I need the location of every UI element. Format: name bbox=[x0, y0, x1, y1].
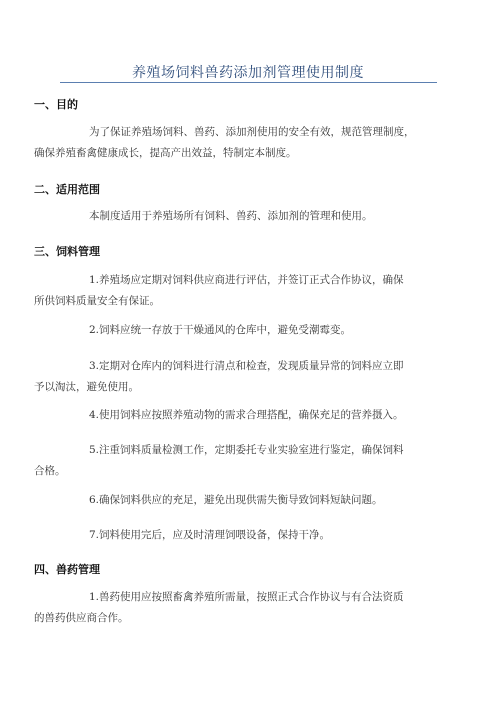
document-title: 养殖场饲料兽药添加剂管理使用制度 bbox=[132, 65, 364, 81]
paragraph bbox=[34, 320, 464, 341]
paragraph bbox=[34, 356, 464, 398]
paragraph-line: 2.饲料应统一存放于干燥通风的仓库中，避免受潮霉变。 bbox=[89, 324, 352, 336]
paragraph-line: 6.确保饲料供应的充足，避免出现供需失衡导致饲料短缺问题。 bbox=[89, 494, 383, 506]
paragraph bbox=[34, 440, 464, 482]
section-heading-scope: 二、适用范围 bbox=[34, 183, 100, 196]
paragraph-line: 5.注重饲料质量检测工作，定期委托专业实验室进行鉴定，确保饲料 bbox=[89, 444, 404, 456]
paragraph bbox=[34, 587, 464, 629]
title-underline bbox=[60, 82, 437, 83]
paragraph-line: 4.使用饲料应按照养殖动物的需求合理搭配，确保充足的营养摄入。 bbox=[89, 409, 404, 421]
paragraph-line: 1.兽药使用应按照畜禽养殖所需量，按照正式合作协议与有合法资质 bbox=[89, 591, 404, 603]
section-heading-feed: 三、饲料管理 bbox=[34, 245, 100, 258]
paragraph-line: 1.养殖场应定期对饲料供应商进行评估，并签订正式合作协议，确保 bbox=[89, 274, 404, 286]
paragraph-line: 本制度适用于养殖场所有饲料、兽药、添加剂的管理和使用。 bbox=[89, 210, 373, 222]
paragraph-line: 的兽药供应商合作。 bbox=[34, 612, 129, 624]
paragraph bbox=[34, 490, 464, 511]
section-heading-vet-drugs: 四、兽药管理 bbox=[34, 563, 100, 576]
paragraph-line: 确保养殖畜禽健康成长，提高产出效益，特制定本制度。 bbox=[34, 147, 297, 159]
paragraph-line: 予以淘汰，避免使用。 bbox=[34, 381, 139, 393]
paragraph-line: 所供饲料质量安全有保证。 bbox=[34, 295, 160, 307]
paragraph bbox=[34, 405, 464, 426]
paragraph-line: 3.定期对仓库内的饲料进行清点和检查，发现质量异常的饲料应立即 bbox=[89, 360, 404, 372]
paragraph-line: 为了保证养殖场饲料、兽药、添加剂使用的安全有效，规范管理制度， bbox=[89, 126, 415, 138]
section-heading-purpose: 一、目的 bbox=[34, 98, 78, 111]
paragraph bbox=[34, 270, 464, 312]
paragraph bbox=[34, 206, 464, 227]
paragraph bbox=[34, 525, 464, 546]
paragraph bbox=[34, 122, 464, 164]
paragraph-line: 7.饲料使用完后，应及时清理饲喂设备，保持干净。 bbox=[89, 529, 331, 541]
paragraph-line: 合格。 bbox=[34, 465, 66, 477]
